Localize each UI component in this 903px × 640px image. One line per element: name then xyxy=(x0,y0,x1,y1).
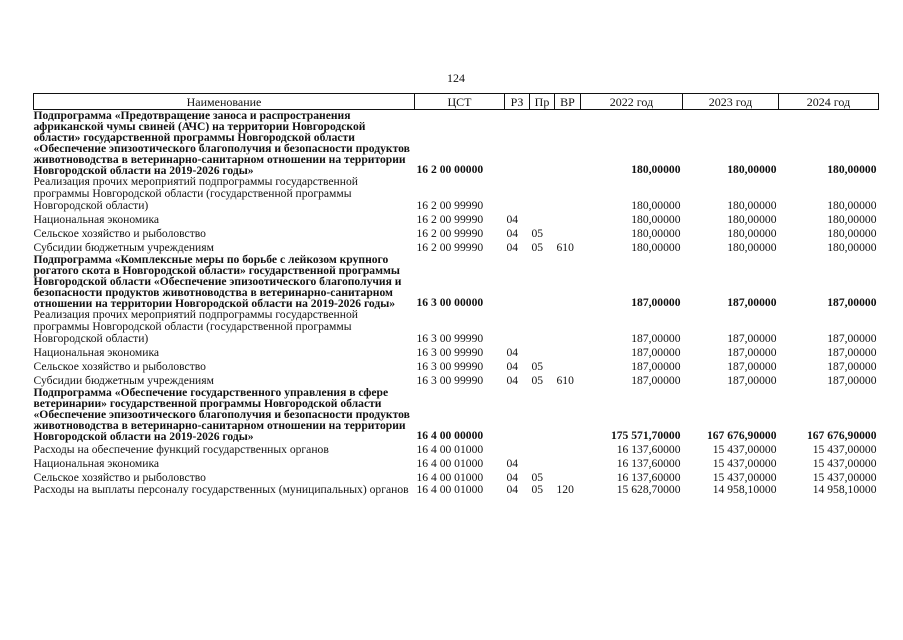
row-name: Реализация прочих мероприятий подпрограммы государственной программы Новгородской области (государственной программы Новгородской области) xyxy=(33,308,358,345)
header-rz: РЗ xyxy=(505,94,530,110)
row-cst: 16 2 00 99990 xyxy=(416,213,484,226)
row-cst: 16 3 00 99990 xyxy=(416,360,484,373)
row-cst: 16 4 00 01000 xyxy=(416,457,484,470)
row-rz xyxy=(505,110,530,177)
header-vr: ВР xyxy=(555,94,581,110)
row-vr xyxy=(555,254,581,309)
row-pr xyxy=(530,212,555,226)
row-rz: 04 xyxy=(506,346,519,359)
row-2022: 187,00000 xyxy=(631,374,681,387)
row-2023: 180,00000 xyxy=(727,241,777,254)
header-pr: Пр xyxy=(530,94,555,110)
row-2024: 187,00000 xyxy=(827,360,877,373)
row-vr xyxy=(555,110,581,177)
row-name: Субсидии бюджетным учреждениям xyxy=(33,374,214,387)
row-rz xyxy=(505,309,530,345)
row-rz: 04 xyxy=(506,471,519,484)
row-2024: 180,00000 xyxy=(827,163,877,176)
table-row xyxy=(34,309,879,345)
row-2024: 180,00000 xyxy=(827,241,877,254)
table-row xyxy=(34,373,879,387)
row-2022: 16 137,60000 xyxy=(616,443,681,456)
row-2024: 15 437,00000 xyxy=(812,443,877,456)
row-2022: 180,00000 xyxy=(631,227,681,240)
row-rz xyxy=(505,176,530,212)
table-row xyxy=(34,240,879,254)
row-name: Национальная экономика xyxy=(33,213,160,226)
row-vr xyxy=(555,309,581,345)
row-pr xyxy=(530,345,555,359)
table-row xyxy=(34,345,879,359)
row-2024: 187,00000 xyxy=(827,332,877,345)
row-rz: 04 xyxy=(506,227,519,240)
row-name: Подпрограмма «Предотвращение заноса и распространения африканской чумы свиней (АЧС) на территории Новгородской области» государственной программы Новгородской области «Обеспечение эпизоотического благополучия и безопасности продуктов животноводства в ветеринарно-санитарном отношении на территории Новгородской области на 2019-2026 годы» xyxy=(33,109,410,177)
row-2023: 180,00000 xyxy=(727,163,777,176)
row-cst: 16 4 00 01000 xyxy=(416,471,484,484)
row-2024: 187,00000 xyxy=(827,374,877,387)
table-row xyxy=(34,212,879,226)
row-2023: 187,00000 xyxy=(727,296,777,309)
row-rz: 04 xyxy=(506,483,519,496)
table-row xyxy=(34,110,879,177)
row-cst: 16 2 00 99990 xyxy=(416,227,484,240)
row-rz xyxy=(505,442,530,456)
row-pr xyxy=(530,309,555,345)
row-name: Реализация прочих мероприятий подпрограммы государственной программы Новгородской области (государственной программы Новгородской области) xyxy=(33,175,358,212)
row-2023: 15 437,00000 xyxy=(712,471,777,484)
row-2023: 187,00000 xyxy=(727,360,777,373)
row-cst: 16 3 00 99990 xyxy=(416,374,484,387)
row-pr: 05 xyxy=(531,241,544,254)
row-2023: 187,00000 xyxy=(727,332,777,345)
row-pr: 05 xyxy=(531,360,544,373)
row-pr: 05 xyxy=(531,483,544,496)
row-2023: 180,00000 xyxy=(727,213,777,226)
row-cst: 16 4 00 00000 xyxy=(416,429,484,442)
row-name: Национальная экономика xyxy=(33,457,160,470)
table-row xyxy=(34,456,879,470)
header-2023: 2023 год xyxy=(683,94,779,110)
row-vr: 610 xyxy=(556,374,574,387)
header-cst: ЦСТ xyxy=(415,94,505,110)
header-name: Наименование xyxy=(34,94,415,110)
budget-table xyxy=(33,93,879,496)
table-row xyxy=(34,176,879,212)
row-name: Подпрограмма «Комплексные меры по борьбе с лейкозом крупного рогатого скота в Новгородской области» государственной программы Новгородской области «Обеспечение эпизоотического благополучия и безопасности продуктов животноводства в ветеринарно-санитарном отношении на территории Новгородской области на 2019-2026 годы» xyxy=(33,253,402,310)
row-2022: 180,00000 xyxy=(631,241,681,254)
row-vr xyxy=(555,226,581,240)
row-name: Сельское хозяйство и рыболовство xyxy=(33,471,206,484)
row-2023: 180,00000 xyxy=(727,199,777,212)
row-2024: 14 958,10000 xyxy=(812,483,877,496)
row-2022: 180,00000 xyxy=(631,213,681,226)
row-2024: 15 437,00000 xyxy=(812,471,877,484)
table-header-row xyxy=(34,94,879,110)
row-2024: 180,00000 xyxy=(827,227,877,240)
row-rz: 04 xyxy=(506,360,519,373)
row-vr xyxy=(555,442,581,456)
row-2024: 180,00000 xyxy=(827,213,877,226)
table-row xyxy=(34,442,879,456)
row-cst: 16 3 00 00000 xyxy=(416,296,484,309)
row-pr xyxy=(530,442,555,456)
row-2022: 187,00000 xyxy=(631,296,681,309)
row-2023: 187,00000 xyxy=(727,374,777,387)
row-2022: 187,00000 xyxy=(631,360,681,373)
header-2024: 2024 год xyxy=(779,94,879,110)
row-pr: 05 xyxy=(531,471,544,484)
row-2022: 15 628,70000 xyxy=(616,483,681,496)
row-pr xyxy=(530,254,555,309)
row-2023: 14 958,10000 xyxy=(712,483,777,496)
row-name: Расходы на обеспечение функций государственных органов xyxy=(33,443,329,456)
table-row xyxy=(34,254,879,309)
row-2022: 187,00000 xyxy=(631,332,681,345)
row-vr xyxy=(555,470,581,484)
row-2023: 15 437,00000 xyxy=(712,457,777,470)
row-2022: 175 571,70000 xyxy=(610,429,681,442)
row-vr xyxy=(555,345,581,359)
row-cst: 16 4 00 01000 xyxy=(416,483,484,496)
row-rz xyxy=(505,387,530,442)
row-cst: 16 3 00 99990 xyxy=(416,332,484,345)
row-2022: 16 137,60000 xyxy=(616,471,681,484)
row-cst: 16 4 00 01000 xyxy=(416,443,484,456)
row-vr xyxy=(555,359,581,373)
row-pr xyxy=(530,456,555,470)
row-pr: 05 xyxy=(531,227,544,240)
row-2022: 187,00000 xyxy=(631,346,681,359)
row-2022: 180,00000 xyxy=(631,163,681,176)
row-name: Сельское хозяйство и рыболовство xyxy=(33,227,206,240)
row-pr xyxy=(530,387,555,442)
row-2023: 167 676,90000 xyxy=(706,429,777,442)
row-rz: 04 xyxy=(506,241,519,254)
row-2024: 15 437,00000 xyxy=(812,457,877,470)
row-vr xyxy=(555,387,581,442)
row-name: Субсидии бюджетным учреждениям xyxy=(33,241,214,254)
row-vr xyxy=(555,212,581,226)
row-2022: 180,00000 xyxy=(631,199,681,212)
row-name: Подпрограмма «Обеспечение государственного управления в сфере ветеринарии» государственной программы Новгородской области «Обеспечение эпизоотического благополучия и безопасности продуктов животноводства в ветеринарно-санитарном отношении на территории Новгородской области на 2019-2026 годы» xyxy=(33,386,410,443)
header-2022: 2022 год xyxy=(581,94,683,110)
row-vr: 610 xyxy=(556,241,574,254)
row-vr xyxy=(555,456,581,470)
row-cst: 16 2 00 00000 xyxy=(416,163,484,176)
row-cst: 16 2 00 99990 xyxy=(416,241,484,254)
row-2022: 16 137,60000 xyxy=(616,457,681,470)
row-name: Сельское хозяйство и рыболовство xyxy=(33,360,206,373)
row-cst: 16 3 00 99990 xyxy=(416,346,484,359)
row-2023: 180,00000 xyxy=(727,227,777,240)
row-rz: 04 xyxy=(506,213,519,226)
row-2023: 15 437,00000 xyxy=(712,443,777,456)
row-pr: 05 xyxy=(531,374,544,387)
row-cst: 16 2 00 99990 xyxy=(416,199,484,212)
row-vr xyxy=(555,176,581,212)
row-vr: 120 xyxy=(556,483,574,496)
row-rz: 04 xyxy=(506,374,519,387)
row-2024: 167 676,90000 xyxy=(806,429,877,442)
table-row xyxy=(34,359,879,373)
row-2024: 180,00000 xyxy=(827,199,877,212)
row-2024: 187,00000 xyxy=(827,296,877,309)
row-rz: 04 xyxy=(506,457,519,470)
row-name: Национальная экономика xyxy=(33,346,160,359)
table-row xyxy=(34,387,879,442)
row-name: Расходы на выплаты персоналу государственных (муниципальных) органов xyxy=(33,483,409,496)
row-pr xyxy=(530,110,555,177)
page-number: 124 xyxy=(447,71,465,85)
table-row xyxy=(34,470,879,484)
table-row xyxy=(34,226,879,240)
row-rz xyxy=(505,254,530,309)
row-pr xyxy=(530,176,555,212)
row-2023: 187,00000 xyxy=(727,346,777,359)
row-2024: 187,00000 xyxy=(827,346,877,359)
table-row xyxy=(34,484,879,496)
table-body xyxy=(34,110,879,497)
